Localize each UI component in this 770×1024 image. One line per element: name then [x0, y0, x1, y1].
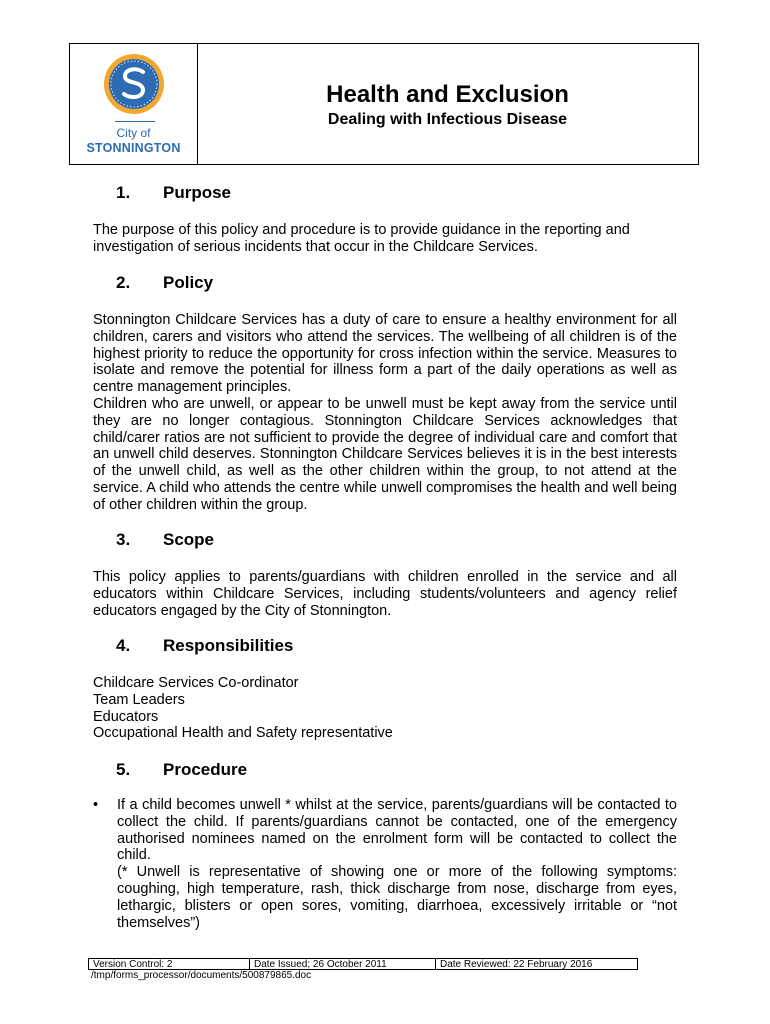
- section-title: Policy: [163, 273, 214, 292]
- procedure-bullet-text: [117, 797, 677, 931]
- section-number: 5.: [116, 760, 131, 779]
- footer-date-reviewed: Date Reviewed: 22 February 2016: [440, 959, 593, 970]
- procedure-bullet-paragraph-2: (* Unwell is representative of showing one or more of the following symptoms: coughing, high temperature, rash, thick discharge from nose, discharge from eyes, lethargic, blisters or open sores, vomiting, diarrhoea, excessively irritable or “not themselves”): [117, 864, 677, 931]
- footer-table: [88, 958, 638, 970]
- purpose-paragraph: The purpose of this policy and procedure is to provide guidance in the reporting and investigation of serious incidents that occur in the Childcare Services.: [93, 222, 630, 255]
- section-title: Purpose: [163, 183, 232, 202]
- section-number: 1.: [116, 183, 131, 202]
- list-item: Educators: [93, 708, 159, 725]
- logo-city-text: City of: [116, 126, 151, 140]
- list-item: Childcare Services Co-ordinator: [93, 675, 299, 691]
- footer-date-issued: Date Issued; 26 October 2011: [250, 959, 436, 969]
- logo-name-text: STONNINGTON: [86, 141, 181, 155]
- section-number: 3.: [116, 530, 131, 549]
- document-subtitle: Dealing with Infectious Disease: [327, 111, 568, 128]
- procedure-bullet-paragraph-1: If a child becomes unwell * whilst at the service, parents/guardians will be contacted to collect the child. If parents/guardians cannot be contacted, one of the emergency authorised nominees named on the enrolment form will be contacted to collect the child.: [117, 797, 677, 864]
- list-item: Team Leaders: [93, 691, 185, 708]
- scope-paragraph: This policy applies to parents/guardians with children enrolled in the service and all educators within Childcare Services, including students/volunteers and agency relief educators engaged by the City of Stonnington.: [93, 569, 677, 619]
- bullet-icon: •: [93, 797, 99, 813]
- policy-paragraph: [93, 312, 677, 514]
- section-heading-policy: [116, 273, 213, 293]
- section-number: 2.: [116, 273, 131, 292]
- document-title: Health and Exclusion: [326, 81, 569, 108]
- section-title: Responsibilities: [163, 636, 294, 655]
- section-number: 4.: [116, 636, 131, 655]
- footer-file-path: /tmp/forms_processor/documents/500879865.doc: [91, 970, 312, 981]
- policy-paragraph-2: Children who are unwell, or appear to be unwell must be kept away from the service until they are no longer contagious. Stonnington Childcare Services acknowledges that child/carer ratios are not sufficient to provide the degree of individual care and comfort that an unwell child deserves. Stonnington Childcare Services believes it is in the best interests of the unwell child, as well as the other children within the group, to not attend at the service. A child who attends the centre while unwell compromises the health and well being of other children within the group.: [93, 395, 677, 513]
- document-header: [69, 43, 699, 165]
- section-heading-responsibilities: [116, 636, 293, 656]
- section-title: Scope: [163, 530, 215, 549]
- footer-version: Version Control: 2: [89, 959, 250, 969]
- section-heading-procedure: [116, 760, 247, 780]
- section-heading-scope: [116, 530, 214, 550]
- section-title: Procedure: [163, 760, 248, 779]
- responsibilities-list: [93, 675, 677, 742]
- policy-paragraph-1: Stonnington Childcare Services has a duty of care to ensure a healthy environment for all children, carers and visitors who attend the services. The wellbeing of all children is of the highest priority to reduce the opportunity for cross infection within the service. Measures to isolate and remove the potential for illness form a part of the daily operations as well as centre management principles.: [93, 312, 677, 396]
- logo-divider: [115, 121, 155, 122]
- list-item: Occupational Health and Safety representative: [93, 725, 393, 742]
- stonnington-logo-icon: [103, 53, 165, 115]
- logo-cell: [70, 44, 198, 164]
- section-heading-purpose: [116, 183, 231, 203]
